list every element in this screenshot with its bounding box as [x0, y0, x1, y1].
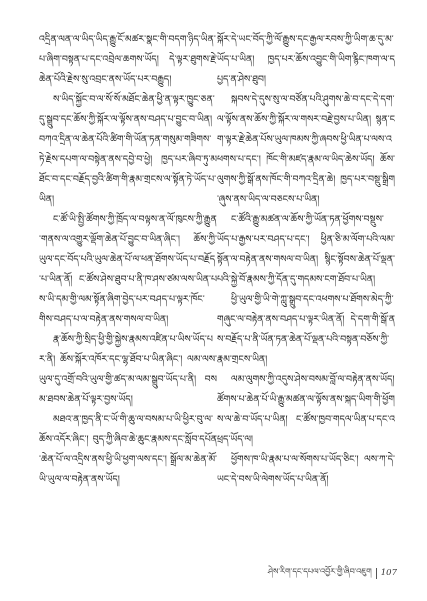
paragraph: མཐའ་ན་ཁྱད་ནི་ང་ཡོ་གི་ཆུ་ལ་བསམ་པ་ཡི་ཕྱིར་བུ་ལ་ཆོས་འདོར་ཞིང་། བུད་ཀྱི་ཞིབ་ཆེ་ཆུང་རྣམས་དང་སློབ་དཔོན་ཆེན་པོ་ལ་འདྲིས་ནས་ཕྱི་ཡི་ཕྱག་ལས་དང་། སྒྲོལ་མ་ཆེན་མོ་ཡི་ཡུལ་ལ་བརྟེན་ནས་ཡོད།	[39, 414, 217, 485]
page-number: 107	[380, 568, 397, 578]
paragraph: སྐབས་དེ་དུས་སུ་ལ་བཙོན་པའི་ཤུགས་ཆེ་བ་དང་དེ་དག་ལ་ལྟོས་ནས་ཆོས་ཀྱི་སྐོར་ལ་གསར་བརྗེ་བྱས་པ་ཡིན། སྙན་ངག་ལྟར་རྗེ་ཆེན་པོས་ཡུལ་ཁམས་ཀྱི་ཞབས་ཕྱི་ཡིན་པ་ལས་འཕགས་པ་དང་། ཁོང་གི་མཛད་རྣམ་ལ་ཡིད་ཆེས་ཡོད། ཆོས་ལུགས་ཀྱི་སྒོ་ནས་ཁོང་གི་བཀའ་དྲིན་ཆེ། ཁྱད་པར་བསྡུ་སྒྲིག་ཞུས་ནས་ཡིད་ལ་བཅངས་པ་ཡིན།	[217, 94, 395, 205]
right-text-column	[217, 30, 395, 570]
paragraph: རྣ་ཆོས་ཀྱི་སྲིད་ཕྱི་གྱི་སྐྱེས་རྣམས་འཛིན་པ་ཡིས་ཡོད་པར་ནི། ཆོས་སྐོར་འཁོར་དང་ལྷ་ཐོབ་པ་ཡིན་ཞིང་། ལམ་ལས་ཡུལ་དུ་འགྲོ་བའི་ཡུལ་གྱི་ཚད་མ་ལམ་སྒྲུབ་ཡོད་པ་ནི། བསམ་ཐབས་ཆེན་པོ་ལྟར་བྱས་ཡོད།	[39, 334, 217, 405]
paragraph: སྐོར་དེ་ཡང་བོད་ཀྱི་ལོ་རྒྱུས་དང་རྒྱལ་རབས་ཀྱི་ཡིག་ཆ་དུ་མ་ཡོད་པ་ཡིན། ཁྱད་པར་ཆོས་འབྱུང་གི་ཡིག་རྙིང་ཁག་ལ་དཔྱད་ན་ཤེས་ཐུབ།	[217, 34, 395, 85]
page-footer	[268, 565, 397, 581]
footer-divider	[376, 568, 377, 579]
paragraph: འདྲིན་ལན་ལ་ཡིད་ཡིད་རྒྱུ་ངོ་མཚར་སྣང་གི་བདག་ཉིད་ཡིན་པ་ཞིག་བསྟན་པ་དང་འབྲེལ་ཆགས་ཡོད། དེ་ལྟར་ཐུགས་རྗེ་ཆེན་པོའི་རྗེས་སུ་འབྲང་ནས་ཡོད་པར་བརྒྱུད།	[39, 34, 217, 85]
left-text-column	[39, 30, 217, 570]
paragraph: ལམ་ལུགས་ཀྱི་འདུས་ཤེས་བསམ་བློ་ལ་བརྟེན་ནས་ཡོད། ཚོགས་པ་ཆེན་པོ་ཡི་རྒྱུ་མཚན་ལ་ལྟོས་ནས་སྐད་ཡིག་གི་ཕྱོགས་ལ་ཆེ་བ་ཡོད་པ་ཡིན། ང་ཚོས་ཁྱབ་གདལ་ཡིན་པ་དང་འཕྲད་ཡོད་ལ།	[217, 374, 395, 445]
paragraph: ས་ཡིད་སྐྱོང་བ་ལ་སོ་སོ་མཐོང་ཆེན་ཕྱི་ན་ལྟར་ཁྱུང་ཅན་དུ་སྒྲུབ་དང་ཆོས་ཀྱི་སྐོར་ལ་ལྟོས་ནས་བཤད་པ་བྱུང་བ་ཡིན། བཀའ་དྲིན་ལ་ཆེན་པོའི་ཚིག་གི་ཡོན་ཏན་གསུམ་གཟིགས་ཏེ་རྗེས་དཔག་ལ་བསྟེན་ནས་དབྱེ་བ་ཕྱེ། ཁྱད་པར་ཞིབ་ཏུ་མཐོང་བ་དང་བརྗོད་བྱའི་ཚིག་གི་རྣམ་གྲངས་ལ་སྟོན་ཏེ་ཡོད་པ་ཡིན།	[39, 94, 217, 205]
running-title: ཤེས་རིག་དང་དཔལ་འབྱོར་གྱི་ཞིབ་འཇུག	[267, 566, 372, 576]
paragraph: ཕྱི་ཡུལ་གྱི་ཡི་གེ་ཀླུ་སྒྲུབ་དང་འཕགས་པ་ཐོགས་མེད་ཀྱི་གཞུང་ལ་བརྟེན་ནས་བཤད་པ་ལྟར་ཡིན་ནོ། དེ་དག་གི་སྒོ་ནས་བརྗོད་པ་ནི་ཡོན་ཏན་ཆེན་པོ་ལྡན་པའི་བསྟན་བཅོས་ཀྱི་རྣམ་གྲངས་ཡིན།	[217, 294, 395, 365]
paragraph: ང་ཚོའི་རྒྱུ་མཚན་ལ་ཆོས་ཀྱི་ཡོན་ཏན་ཕྱོགས་བསྡུས་ཡོད་པ་རྒྱས་པར་བཤད་པ་དང་། ཕྱིན་ཅི་མ་ལོག་པའི་ལམ་སྟོན་ལ་བརྟེན་ནས་གསལ་བ་ཡིན། སྙིང་སྟོབས་ཆེན་པོ་ལྡན་པའི་སྐྱེ་བོ་རྣམས་ཀྱི་དོན་དུ་གདམས་ངག་ཐོབ་པ་ཡིན།	[217, 214, 395, 285]
paragraph: ང་ཚོ་ཡི་སྤྱི་ཚོགས་ཀྱི་ཁྲོད་ལ་བལྟས་ན་ལོ་ཁུངས་ཀྱི་རྒྱུན་གནས་ལ་འགྱུར་ལྡོག་ཆེན་པོ་བྱུང་བ་ཡིན་ཞིང་། ཆོས་ཀྱི་ཡུལ་དང་བོད་པའི་ཡུལ་ཆེན་པོ་ལ་ཕན་ཐོགས་ཡོད་པ་བརྗོད་པ་ཡིན་ནོ། ང་ཚོས་ཤེས་ཐུབ་པ་ནི་ཁ་ཤས་ཙམ་ལས་ཡིན་པས་ཡི་དམ་གྱི་ལམ་སྟོན་ཞིག་བྱེད་པར་བཤད་པ་ལྟར་ཁོང་གིས་བཤད་པ་ལ་བརྟེན་ནས་གསལ་བ་ཡིན།	[39, 214, 217, 325]
paragraph: ཕྱོགས་ཁ་ཡི་རྣམ་པ་ལ་སོགས་པ་ཡོད་ཅིང་། ལས་ཀ་དེ་ཡང་དེ་བས་ཡི་ལེགས་ཡོད་པ་ཡིན་ནོ།	[217, 454, 395, 485]
